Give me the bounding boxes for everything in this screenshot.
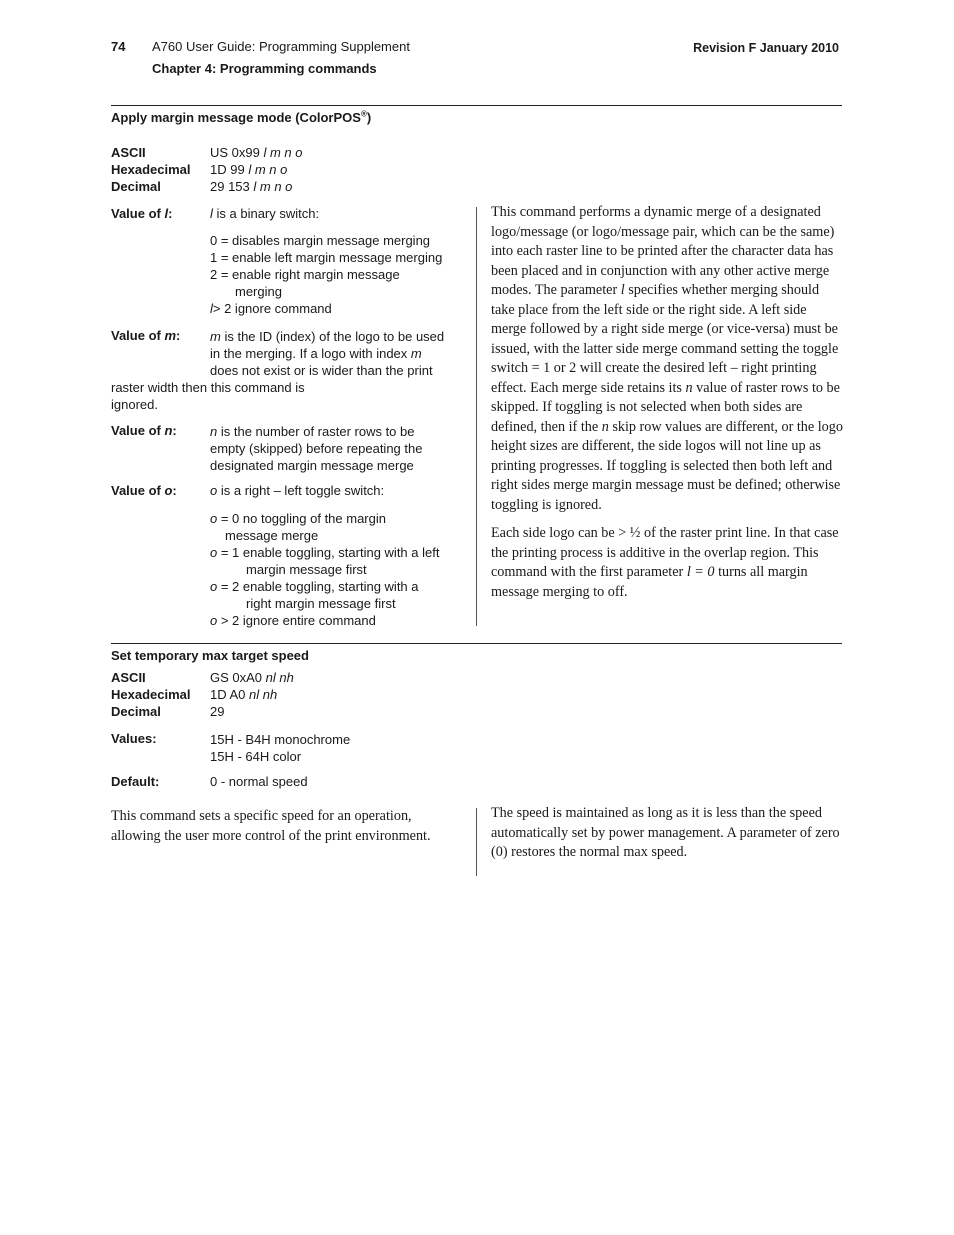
code-label-hex: Hexadecimal xyxy=(111,687,191,702)
code-label-decimal: Decimal xyxy=(111,179,161,194)
column-divider xyxy=(476,207,477,626)
column-divider xyxy=(476,808,477,876)
param-l-intro: l is a binary switch: xyxy=(210,206,320,221)
revision-label: Revision F January 2010 xyxy=(693,41,839,55)
page-number: 74 xyxy=(111,39,126,54)
param-o-options: o = 0 no toggling of the margin message merge o = 1 enable toggling, starting with a left margin message first o = 2 enable toggling, starting with a right margin message first o > 2 ignore entire command xyxy=(210,511,440,628)
code-value-ascii: US 0x99 l m n o xyxy=(210,145,303,160)
section-description xyxy=(491,203,843,611)
registered-mark: ® xyxy=(360,109,367,119)
chapter-title: Chapter 4: Programming commands xyxy=(152,61,377,76)
code-value-decimal: 29 153 l m n o xyxy=(210,179,293,194)
code-value-hex: 1D 99 l m n o xyxy=(210,162,288,177)
description-paragraph: Each side logo can be > ½ of the raster print line. In that case the printing process is additive in the overlap region. This command with the first parameter l = 0 turns all margin message merging to off. xyxy=(491,525,839,600)
code-label-decimal: Decimal xyxy=(111,704,161,719)
values-text: 15H - B4H monochrome 15H - 64H color xyxy=(210,732,351,764)
code-value-ascii: GS 0xA0 nl nh xyxy=(210,670,294,685)
document-title: A760 User Guide: Programming Supplement xyxy=(152,39,410,54)
param-o-label: Value of o: xyxy=(111,483,177,498)
speed-description-left: This command sets a specific speed for an operation, allowing the user more control of the print environment. xyxy=(111,808,431,844)
code-label-ascii: ASCII xyxy=(111,670,146,685)
description-paragraph: This command performs a dynamic merge of a designated logo/message (or logo/message pair, which can be the same) into each raster line to be printed after the character data has been placed and in conjunction with any other active merge modes. The parameter l specifies whether merging should take place from the left side or the right side. A left side merge followed by a right side merge (or vice-versa) must be issued, with the latter side merge command setting the toggle switch = 1 or 2 will create the desired left – right printing effect. Each merge side retains its n value of raster rows to be skipped. If toggling is not selected when both sides are defined, then if the n skip row values are different, or the logo height sizes are different, the side logos will not line up as printing progresses. If toggling is selected then both left and right sides merge margin message must be defined; otherwise toggling is ignored. xyxy=(491,204,843,513)
section-title: Apply margin message mode (ColorPOS®) xyxy=(111,109,372,125)
section-title: Set temporary max target speed xyxy=(111,648,309,663)
default-label: Default: xyxy=(111,774,160,789)
code-value-decimal: 29 xyxy=(210,704,225,719)
code-value-hex: 1D A0 nl nh xyxy=(210,687,278,702)
param-o-intro: o is a right – left toggle switch: xyxy=(210,483,385,498)
section-divider xyxy=(111,105,842,106)
param-m-label: Value of m: xyxy=(111,328,181,343)
param-m-text: m is the ID (index) of the logo to be used in the merging. If a logo with index m does not exist or is wider than the print xyxy=(210,329,445,378)
speed-description-right: The speed is maintained as long as it is less than the speed automatically set by power management. A parameter of zero (0) restores the normal max speed. xyxy=(491,805,840,860)
code-label-ascii: ASCII xyxy=(111,145,146,160)
param-n-label: Value of n: xyxy=(111,423,177,438)
param-l-label: Value of l: xyxy=(111,206,173,221)
default-value: 0 - normal speed xyxy=(210,774,308,789)
param-m-text-wrap: raster width then this command is ignored. xyxy=(111,380,305,412)
param-n-text: n is the number of raster rows to be empty (skipped) before repeating the designated margin message merge xyxy=(210,424,423,473)
section-divider xyxy=(111,643,842,644)
values-label: Values: xyxy=(111,731,157,746)
code-label-hex: Hexadecimal xyxy=(111,162,191,177)
param-l-options: 0 = disables margin message merging 1 = enable left margin message merging 2 = enable right margin message merging l> 2 ignore command xyxy=(210,233,443,316)
